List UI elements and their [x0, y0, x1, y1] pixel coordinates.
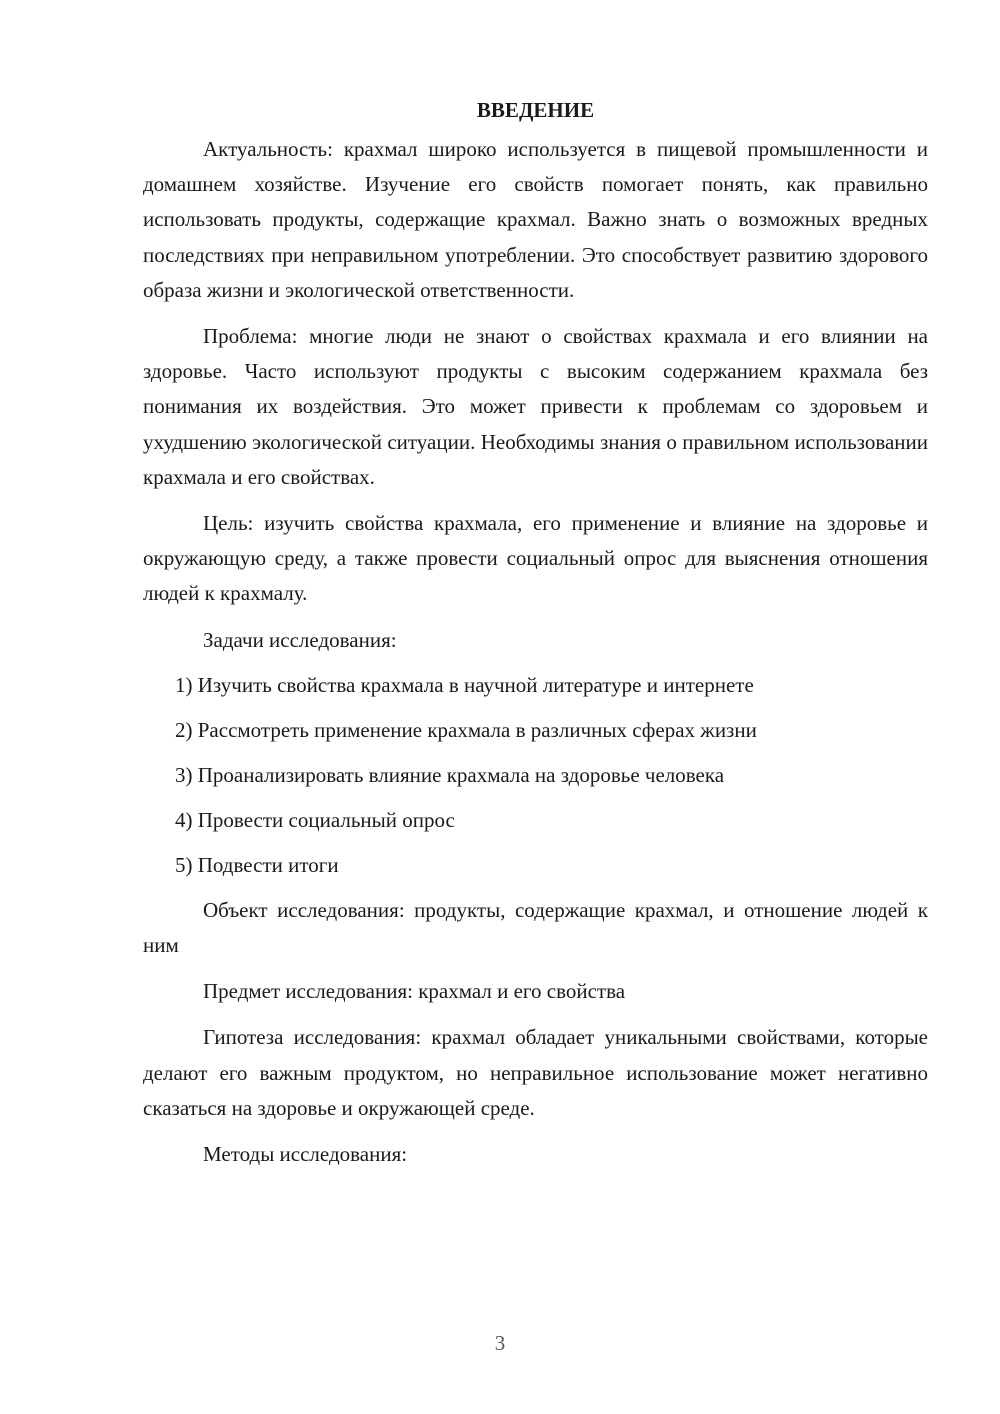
list-item: 5) Подвести итоги — [175, 852, 339, 877]
paragraph-hypothesis: Гипотеза исследования: крахмал обладает уникальными свойствами, которые делают его важным продуктом, но неправильное использование может негативно сказаться на здоровье и окружающей среде. — [143, 1025, 928, 1120]
paragraph-goal: Цель: изучить свойства крахмала, его применение и влияние на здоровье и окружающую среду, а также провести социальный опрос для выяснения отношения людей к крахмалу. — [143, 511, 928, 606]
tasks-list — [143, 668, 928, 883]
methods-heading: Методы исследования: — [203, 1142, 408, 1167]
paragraph-relevance: Актуальность: крахмал широко используется в пищевой промышленности и домашнем хозяйстве. Изучение его свойств помогает понять, как правильно использовать продукты, содержащие крахмал. Важно знать о возможных вредных последствиях при неправильном употреблении. Это способствует развитию здорового образа жизни и экологической ответственности. — [143, 137, 928, 302]
list-item: 1) Изучить свойства крахмала в научной литературе и интернете — [175, 672, 754, 697]
page-number: 3 — [494, 1331, 506, 1355]
list-item: 2) Рассмотреть применение крахмала в различных сферах жизни — [175, 717, 757, 742]
document-page — [143, 92, 928, 1183]
list-item: 3) Проанализировать влияние крахмала на здоровье человека — [175, 762, 725, 787]
paragraph-object: Объект исследования: продукты, содержащие крахмал, и отношение людей к ним — [143, 897, 928, 958]
paragraph-subject: Предмет исследования: крахмал и его свойства — [203, 979, 626, 1004]
tasks-heading: Задачи исследования: — [203, 627, 397, 652]
list-item: 4) Провести социальный опрос — [175, 807, 455, 832]
section-title: ВВЕДЕНИЕ — [476, 98, 595, 122]
paragraph-problem: Проблема: многие люди не знают о свойствах крахмала и его влиянии на здоровье. Часто используют продукты с высоким содержанием крахмала без понимания их воздействия. Это может привести к проблемам со здоровьем и ухудшению экологической ситуации. Необходимы знания о правильном использовании крахмала и его свойствах. — [143, 324, 928, 489]
